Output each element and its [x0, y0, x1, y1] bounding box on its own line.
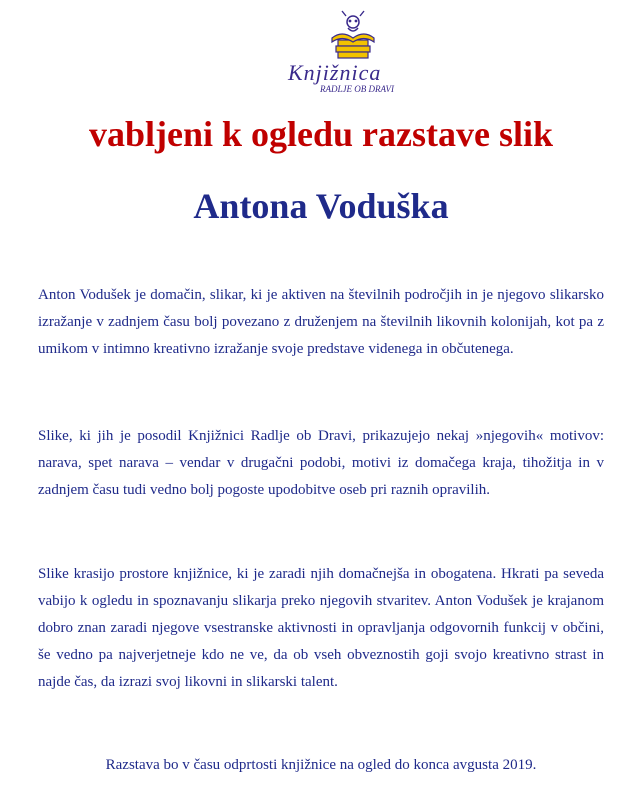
paragraph-artist: Slike krasijo prostore knjižnice, ki je zaradi njih domačnejša in obogatena. Hkrati pa seveda vabijo k ogledu in spoznavanju slikarja preko njegovih stvaritev. Anton Vodušek je krajanom dobro znan zaradi njegove vsestranske aktivnosti in opravljanja odgovornih funkcij v občini, še vedno pa najverjetneje kdo ne ve, da ob vseh obveznostih goji svojo kreativno strast in najde čas, da izrazi svoj likovni in slikarski talent.: [38, 566, 604, 690]
exhibition-dates: Razstava bo v času odprtosti knjižnice na ogled do konca avgusta 2019.: [105, 757, 537, 773]
paragraph-paintings: Slike, ki jih je posodil Knjižnici Radlje ob Dravi, prikazujejo nekaj »njegovih« motivov: narava, spet narava – vendar v drugačni podobi, motivi iz domačega kraja, tihožitja in v zadnjem času tudi vedno bolj pogoste upodobitve oseb pri raznih opravilih.: [38, 428, 604, 498]
logo-subtitle: RADLJE OB DRAVI: [320, 84, 395, 94]
invitation-heading: vabljeni k ogledu razstave slik: [88, 114, 554, 154]
logo-wordmark: Knjižnica: [288, 60, 382, 85]
library-logo: [280, 8, 395, 98]
book-stack-icon: [280, 8, 380, 64]
artist-name-heading: Antona Voduška: [193, 186, 449, 226]
paragraph-intro: Anton Vodušek je domačin, slikar, ki je aktiven na številnih področjih in je njegovo slikarsko izražanje v zadnjem času bolj povezano z druženjem na številnih likovnih kolonijah, kot pa z umikom v intimno kreativno izražanje svoje predstave videnega in občutenega.: [38, 287, 604, 357]
